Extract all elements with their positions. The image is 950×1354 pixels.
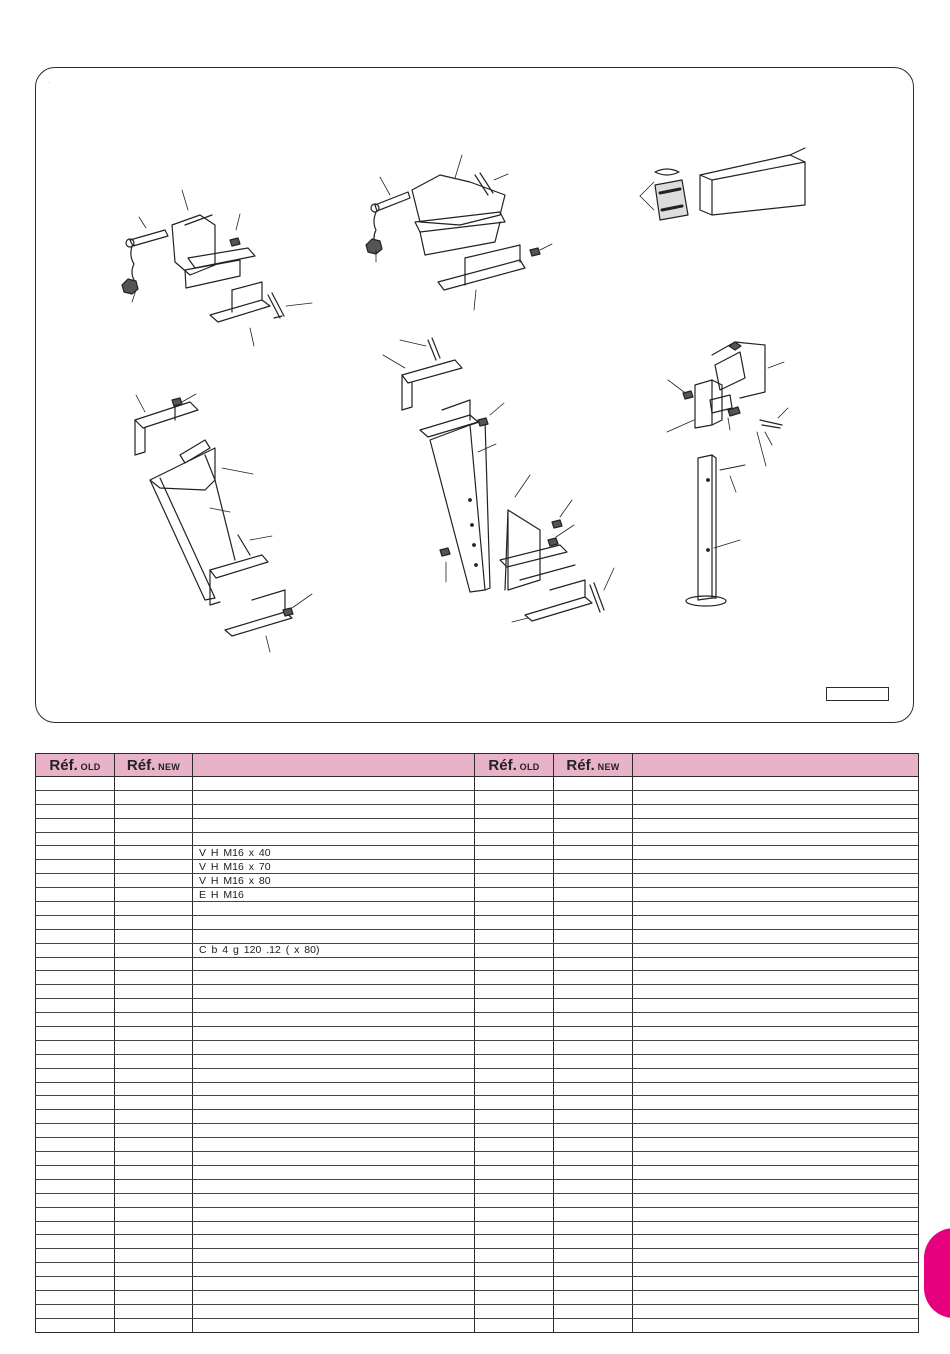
ref-new-cell: [115, 1138, 193, 1152]
ref-new-cell: [115, 1152, 193, 1166]
ref-old-cell-right: [475, 846, 554, 860]
description-cell: [193, 1054, 475, 1068]
ref-old-cell-right: [475, 929, 554, 943]
table-row: [36, 1221, 919, 1235]
ref-old-cell-right: [475, 1054, 554, 1068]
description-cell: [193, 1235, 475, 1249]
table-row: [36, 1277, 919, 1291]
ref-old-cell-right: [475, 790, 554, 804]
ref-old-cell-right: [475, 1138, 554, 1152]
description-cell-right: [633, 1235, 919, 1249]
description-cell-right: [633, 957, 919, 971]
description-cell-right: [633, 1138, 919, 1152]
ref-new-cell-right: [554, 943, 633, 957]
ref-new-cell-right: [554, 1096, 633, 1110]
ref-new-cell-right: [554, 1277, 633, 1291]
ref-old-cell-right: [475, 874, 554, 888]
ref-new-cell: [115, 1221, 193, 1235]
ref-new-cell: [115, 999, 193, 1013]
ref-new-cell-right: [554, 832, 633, 846]
ref-new-cell: [115, 1124, 193, 1138]
header-ref-old: Réf. OLD: [36, 754, 115, 777]
table-row: [36, 832, 919, 846]
ref-new-cell-right: [554, 846, 633, 860]
description-cell-right: [633, 1124, 919, 1138]
description-cell: [193, 1221, 475, 1235]
description-cell-right: [633, 1179, 919, 1193]
table-row: [36, 1193, 919, 1207]
header-ref-old-right: Réf. OLD: [475, 754, 554, 777]
ref-old-cell: [36, 1054, 115, 1068]
description-cell-right: [633, 832, 919, 846]
ref-new-cell-right: [554, 902, 633, 916]
table-row: [36, 790, 919, 804]
ref-new-cell-right: [554, 1304, 633, 1318]
ref-new-cell-right: [554, 804, 633, 818]
ref-new-cell-right: [554, 1027, 633, 1041]
description-cell: [193, 1124, 475, 1138]
page-tab-marker: [924, 1228, 950, 1318]
ref-old-cell-right: [475, 1124, 554, 1138]
table-row: [36, 777, 919, 791]
description-cell: [193, 1304, 475, 1318]
ref-old-cell-right: [475, 1290, 554, 1304]
ref-new-cell: [115, 971, 193, 985]
table-row: [36, 1138, 919, 1152]
ref-new-cell-right: [554, 818, 633, 832]
description-cell-right: [633, 985, 919, 999]
description-cell: [193, 1082, 475, 1096]
description-cell-right: [633, 888, 919, 902]
ref-new-cell-right: [554, 1110, 633, 1124]
header-description-right: [633, 754, 919, 777]
ref-new-cell-right: [554, 985, 633, 999]
description-cell-right: [633, 999, 919, 1013]
ref-old-cell: [36, 846, 115, 860]
description-cell-right: [633, 1207, 919, 1221]
ref-old-cell-right: [475, 1318, 554, 1332]
ref-new-cell: [115, 1082, 193, 1096]
ref-old-cell-right: [475, 985, 554, 999]
ref-old-cell: [36, 1027, 115, 1041]
description-cell-right: [633, 846, 919, 860]
ref-new-cell: [115, 902, 193, 916]
table-row: [36, 1013, 919, 1027]
description-cell: [193, 1013, 475, 1027]
table-row: [36, 1124, 919, 1138]
assembly-pin-bracket-large: [366, 155, 552, 310]
description-cell: [193, 1068, 475, 1082]
ref-new-cell: [115, 860, 193, 874]
description-cell: V H M16 x 70: [193, 860, 475, 874]
ref-old-cell: [36, 1179, 115, 1193]
ref-old-cell: [36, 804, 115, 818]
description-cell-right: [633, 1193, 919, 1207]
ref-old-cell-right: [475, 832, 554, 846]
ref-old-cell-right: [475, 957, 554, 971]
description-cell: [193, 790, 475, 804]
ref-old-cell: [36, 1110, 115, 1124]
description-cell: [193, 777, 475, 791]
assembly-jack-stand: [667, 342, 788, 606]
ref-old-cell: [36, 874, 115, 888]
ref-new-cell: [115, 1096, 193, 1110]
table-row: [36, 943, 919, 957]
table-row: [36, 804, 919, 818]
ref-new-cell: [115, 1193, 193, 1207]
description-cell-right: [633, 1040, 919, 1054]
table-row: [36, 929, 919, 943]
ref-new-cell-right: [554, 1165, 633, 1179]
table-row: [36, 846, 919, 860]
parts-table: [35, 753, 919, 1333]
ref-old-cell-right: [475, 902, 554, 916]
ref-new-cell-right: [554, 1013, 633, 1027]
description-cell-right: [633, 1152, 919, 1166]
drawing-reference-box: [826, 687, 889, 701]
ref-old-cell-right: [475, 1096, 554, 1110]
ref-old-cell: [36, 902, 115, 916]
description-cell-right: [633, 1290, 919, 1304]
ref-new-cell-right: [554, 1207, 633, 1221]
ref-old-cell-right: [475, 1221, 554, 1235]
description-cell-right: [633, 1221, 919, 1235]
ref-old-cell-right: [475, 1304, 554, 1318]
ref-old-cell: [36, 777, 115, 791]
table-row: [36, 1304, 919, 1318]
header-ref-new-right: Réf. NEW: [554, 754, 633, 777]
description-cell-right: [633, 1318, 919, 1332]
parts-table-header: [36, 754, 919, 777]
ref-old-cell: [36, 1235, 115, 1249]
ref-new-cell-right: [554, 1221, 633, 1235]
ref-old-cell: [36, 818, 115, 832]
ref-new-cell: [115, 777, 193, 791]
table-row: [36, 1235, 919, 1249]
ref-new-cell-right: [554, 1318, 633, 1332]
description-cell: C b 4 g 120 .12 ( x 80): [193, 943, 475, 957]
ref-new-cell-right: [554, 1138, 633, 1152]
description-cell-right: [633, 1027, 919, 1041]
ref-new-cell: [115, 929, 193, 943]
ref-new-cell: [115, 957, 193, 971]
description-cell: [193, 985, 475, 999]
ref-old-cell: [36, 1082, 115, 1096]
description-cell: E H M16: [193, 888, 475, 902]
description-cell: [193, 1249, 475, 1263]
ref-new-cell-right: [554, 1179, 633, 1193]
description-cell-right: [633, 902, 919, 916]
description-cell-right: [633, 860, 919, 874]
table-row: [36, 1027, 919, 1041]
description-cell: [193, 902, 475, 916]
ref-old-cell: [36, 1013, 115, 1027]
ref-old-cell: [36, 1277, 115, 1291]
ref-new-cell: [115, 1040, 193, 1054]
ref-new-cell: [115, 1263, 193, 1277]
assembly-square-tube: [640, 148, 805, 220]
table-row: [36, 874, 919, 888]
ref-old-cell: [36, 860, 115, 874]
ref-new-cell: [115, 1179, 193, 1193]
ref-new-cell: [115, 985, 193, 999]
description-cell: [193, 832, 475, 846]
table-row: [36, 1290, 919, 1304]
description-cell: [193, 818, 475, 832]
ref-new-cell: [115, 1068, 193, 1082]
ref-old-cell-right: [475, 860, 554, 874]
table-row: [36, 1207, 919, 1221]
table-row: [36, 1165, 919, 1179]
description-cell-right: [633, 818, 919, 832]
description-cell: [193, 1290, 475, 1304]
ref-old-cell: [36, 1040, 115, 1054]
ref-new-cell: [115, 1290, 193, 1304]
ref-old-cell-right: [475, 971, 554, 985]
table-row: [36, 1152, 919, 1166]
table-row: [36, 888, 919, 902]
table-row: [36, 1318, 919, 1332]
ref-old-cell: [36, 1068, 115, 1082]
ref-new-cell-right: [554, 874, 633, 888]
ref-new-cell: [115, 1027, 193, 1041]
ref-old-cell-right: [475, 818, 554, 832]
ref-new-cell: [115, 1207, 193, 1221]
ref-new-cell: [115, 888, 193, 902]
ref-old-cell: [36, 1221, 115, 1235]
ref-old-cell: [36, 1304, 115, 1318]
assembly-support-arm: [135, 394, 312, 652]
description-cell-right: [633, 1277, 919, 1291]
description-cell: [193, 1193, 475, 1207]
description-cell-right: [633, 777, 919, 791]
ref-new-cell: [115, 1277, 193, 1291]
parts-table-body: [36, 777, 919, 1333]
ref-old-cell: [36, 915, 115, 929]
ref-new-cell-right: [554, 1249, 633, 1263]
ref-old-cell: [36, 832, 115, 846]
table-row: [36, 1263, 919, 1277]
description-cell: [193, 1263, 475, 1277]
ref-old-cell-right: [475, 1110, 554, 1124]
description-cell-right: [633, 790, 919, 804]
ref-old-cell-right: [475, 1165, 554, 1179]
ref-old-cell-right: [475, 1263, 554, 1277]
ref-new-cell-right: [554, 860, 633, 874]
ref-new-cell: [115, 1235, 193, 1249]
ref-new-cell: [115, 1249, 193, 1263]
ref-old-cell-right: [475, 1249, 554, 1263]
ref-old-cell: [36, 929, 115, 943]
table-row: [36, 999, 919, 1013]
ref-old-cell: [36, 1249, 115, 1263]
ref-old-cell: [36, 985, 115, 999]
table-row: [36, 818, 919, 832]
frame-corner-mark: ·: [48, 80, 50, 86]
description-cell-right: [633, 1082, 919, 1096]
table-row: [36, 1249, 919, 1263]
ref-new-cell-right: [554, 915, 633, 929]
ref-old-cell-right: [475, 1027, 554, 1041]
description-cell: [193, 1179, 475, 1193]
ref-old-cell: [36, 1165, 115, 1179]
ref-old-cell: [36, 1263, 115, 1277]
ref-old-cell-right: [475, 943, 554, 957]
table-row: [36, 915, 919, 929]
ref-new-cell-right: [554, 1235, 633, 1249]
header-description: [193, 754, 475, 777]
table-row: [36, 1082, 919, 1096]
ref-old-cell: [36, 1193, 115, 1207]
ref-old-cell-right: [475, 915, 554, 929]
description-cell: [193, 1152, 475, 1166]
ref-new-cell: [115, 846, 193, 860]
table-row: [36, 902, 919, 916]
assembly-plate-bracket: [383, 338, 614, 622]
ref-old-cell-right: [475, 1235, 554, 1249]
ref-new-cell: [115, 804, 193, 818]
ref-new-cell: [115, 1110, 193, 1124]
description-cell: [193, 1207, 475, 1221]
description-cell-right: [633, 929, 919, 943]
ref-new-cell-right: [554, 790, 633, 804]
header-ref-new: Réf. NEW: [115, 754, 193, 777]
description-cell: [193, 1318, 475, 1332]
description-cell: [193, 1165, 475, 1179]
description-cell: [193, 1110, 475, 1124]
ref-new-cell-right: [554, 1290, 633, 1304]
ref-old-cell: [36, 943, 115, 957]
ref-old-cell-right: [475, 1179, 554, 1193]
ref-new-cell: [115, 818, 193, 832]
ref-old-cell: [36, 971, 115, 985]
ref-new-cell-right: [554, 971, 633, 985]
ref-old-cell: [36, 957, 115, 971]
description-cell: [193, 1277, 475, 1291]
description-cell: [193, 1027, 475, 1041]
ref-new-cell: [115, 1165, 193, 1179]
ref-old-cell-right: [475, 1277, 554, 1291]
ref-new-cell-right: [554, 1040, 633, 1054]
ref-old-cell: [36, 1290, 115, 1304]
description-cell-right: [633, 1249, 919, 1263]
description-cell-right: [633, 1304, 919, 1318]
ref-old-cell-right: [475, 777, 554, 791]
description-cell-right: [633, 1013, 919, 1027]
description-cell-right: [633, 1054, 919, 1068]
ref-new-cell-right: [554, 1152, 633, 1166]
description-cell-right: [633, 1096, 919, 1110]
description-cell: [193, 1096, 475, 1110]
ref-new-cell-right: [554, 999, 633, 1013]
description-cell: [193, 971, 475, 985]
table-row: [36, 860, 919, 874]
table-row: [36, 1068, 919, 1082]
ref-old-cell: [36, 1152, 115, 1166]
ref-new-cell: [115, 832, 193, 846]
description-cell-right: [633, 804, 919, 818]
ref-new-cell: [115, 1054, 193, 1068]
ref-old-cell-right: [475, 1068, 554, 1082]
ref-old-cell: [36, 888, 115, 902]
ref-old-cell: [36, 790, 115, 804]
description-cell-right: [633, 915, 919, 929]
ref-old-cell: [36, 1124, 115, 1138]
table-row: [36, 985, 919, 999]
table-row: [36, 1179, 919, 1193]
ref-new-cell-right: [554, 1082, 633, 1096]
description-cell: [193, 1138, 475, 1152]
table-row: [36, 971, 919, 985]
description-cell-right: [633, 1110, 919, 1124]
ref-new-cell-right: [554, 1193, 633, 1207]
ref-new-cell-right: [554, 888, 633, 902]
table-row: [36, 957, 919, 971]
description-cell: [193, 1040, 475, 1054]
description-cell: [193, 929, 475, 943]
ref-old-cell: [36, 999, 115, 1013]
ref-new-cell-right: [554, 1124, 633, 1138]
description-cell-right: [633, 1263, 919, 1277]
description-cell: [193, 804, 475, 818]
ref-old-cell-right: [475, 1040, 554, 1054]
ref-old-cell-right: [475, 1152, 554, 1166]
ref-old-cell-right: [475, 1193, 554, 1207]
description-cell: V H M16 x 40: [193, 846, 475, 860]
description-cell: [193, 957, 475, 971]
ref-old-cell: [36, 1096, 115, 1110]
assembly-pin-bracket-small: [122, 190, 312, 346]
description-cell: [193, 915, 475, 929]
table-row: [36, 1054, 919, 1068]
description-cell: V H M16 x 80: [193, 874, 475, 888]
description-cell-right: [633, 943, 919, 957]
description-cell-right: [633, 1068, 919, 1082]
ref-new-cell-right: [554, 777, 633, 791]
table-row: [36, 1040, 919, 1054]
ref-old-cell-right: [475, 1013, 554, 1027]
ref-new-cell: [115, 1013, 193, 1027]
ref-new-cell: [115, 874, 193, 888]
description-cell-right: [633, 971, 919, 985]
ref-new-cell: [115, 1304, 193, 1318]
ref-old-cell-right: [475, 888, 554, 902]
table-row: [36, 1096, 919, 1110]
ref-old-cell-right: [475, 999, 554, 1013]
ref-old-cell: [36, 1138, 115, 1152]
description-cell: [193, 999, 475, 1013]
ref-new-cell: [115, 1318, 193, 1332]
table-row: [36, 1110, 919, 1124]
ref-old-cell-right: [475, 1207, 554, 1221]
ref-old-cell: [36, 1318, 115, 1332]
ref-new-cell: [115, 943, 193, 957]
ref-old-cell: [36, 1207, 115, 1221]
ref-new-cell-right: [554, 1068, 633, 1082]
ref-old-cell-right: [475, 804, 554, 818]
ref-new-cell: [115, 790, 193, 804]
ref-new-cell-right: [554, 929, 633, 943]
description-cell-right: [633, 874, 919, 888]
ref-new-cell-right: [554, 1054, 633, 1068]
ref-new-cell: [115, 915, 193, 929]
ref-new-cell-right: [554, 1263, 633, 1277]
ref-old-cell-right: [475, 1082, 554, 1096]
description-cell-right: [633, 1165, 919, 1179]
ref-new-cell-right: [554, 957, 633, 971]
